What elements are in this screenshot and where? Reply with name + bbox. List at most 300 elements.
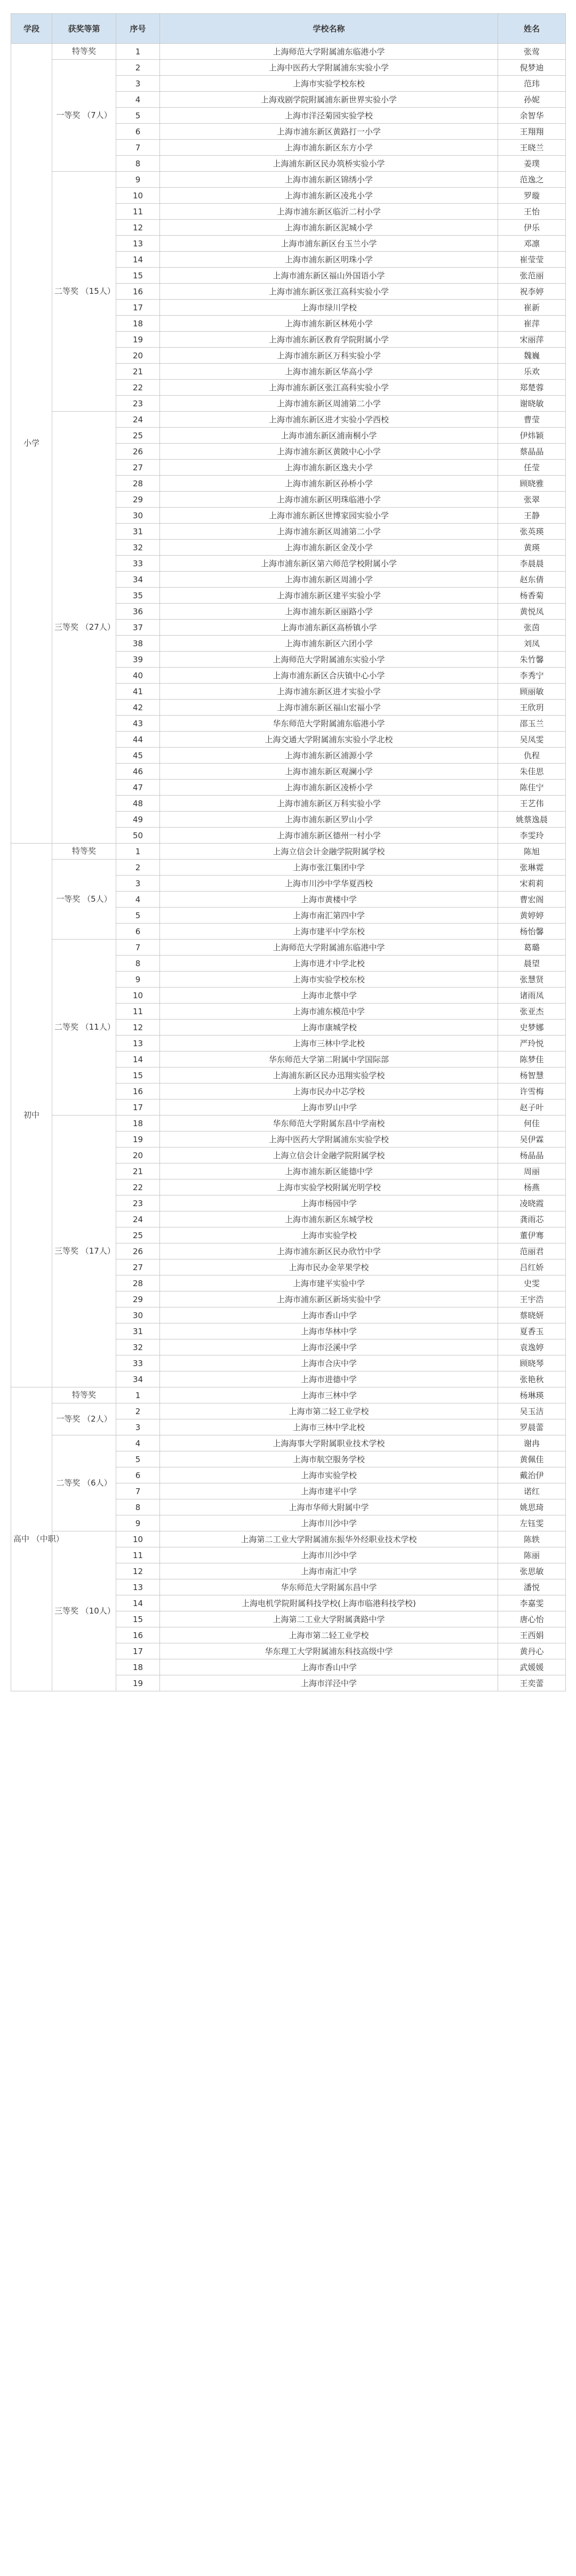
table-row	[11, 940, 566, 956]
seq-cell: 35	[116, 588, 160, 604]
school-name-cell: 华东师范大学第二附属中学国际部	[160, 1052, 498, 1068]
person-name-cell: 蔡晶晶	[498, 444, 566, 460]
seq-cell: 13	[116, 1036, 160, 1052]
person-name-cell: 任莹	[498, 460, 566, 476]
school-name-cell: 上海市浦东新区福山外国语小学	[160, 268, 498, 284]
school-name-cell: 上海市南汇中学	[160, 1563, 498, 1579]
school-name-cell: 上海立信会计金融学院附属学校	[160, 1147, 498, 1163]
person-name-cell: 谢冉	[498, 1435, 566, 1451]
seq-cell: 2	[116, 860, 160, 876]
school-name-cell: 上海市浦东新区合庆镇中心小学	[160, 668, 498, 684]
school-name-cell: 上海交通大学附属浦东实验小学北校	[160, 732, 498, 748]
person-name-cell: 祝李婷	[498, 284, 566, 300]
person-name-cell: 吴玉洁	[498, 1403, 566, 1419]
seq-cell: 15	[116, 1068, 160, 1084]
seq-cell: 45	[116, 748, 160, 764]
seq-cell: 50	[116, 828, 160, 844]
person-name-cell: 王晓兰	[498, 140, 566, 156]
school-name-cell: 上海市实验学校附属光明学校	[160, 1179, 498, 1195]
person-name-cell: 黄婷婷	[498, 908, 566, 924]
school-name-cell: 上海市浦东新区六团小学	[160, 636, 498, 652]
seq-cell: 20	[116, 1147, 160, 1163]
seq-cell: 14	[116, 1052, 160, 1068]
school-name-cell: 上海市民办金苹果学校	[160, 1259, 498, 1275]
seq-cell: 20	[116, 348, 160, 364]
school-name-cell: 上海市进德中学	[160, 1371, 498, 1387]
person-name-cell: 许雪梅	[498, 1084, 566, 1100]
seq-cell: 16	[116, 284, 160, 300]
seq-cell: 33	[116, 1355, 160, 1371]
school-name-cell: 上海市合庆中学	[160, 1355, 498, 1371]
person-name-cell: 王静	[498, 508, 566, 524]
person-name-cell: 刘凤	[498, 636, 566, 652]
school-name-cell: 上海市洋泾中学	[160, 1675, 498, 1691]
seq-cell: 42	[116, 700, 160, 716]
person-name-cell: 陈梦佳	[498, 1052, 566, 1068]
award-level-cell: 特等奖	[52, 1387, 116, 1403]
school-name-cell: 上海市浦东新区世博家园实验小学	[160, 508, 498, 524]
school-name-cell: 上海电机学院附属科技学校(上海市临港科技学校)	[160, 1595, 498, 1611]
person-name-cell: 崔莹莹	[498, 252, 566, 268]
seq-cell: 13	[116, 1579, 160, 1595]
person-name-cell: 黄佩佳	[498, 1451, 566, 1467]
school-name-cell: 上海戏剧学院附属浦东新世界实验小学	[160, 92, 498, 108]
person-name-cell: 张英瑛	[498, 524, 566, 540]
person-name-cell: 陈轶	[498, 1531, 566, 1547]
person-name-cell: 陈丽	[498, 1547, 566, 1563]
school-name-cell: 上海市浦东新区华高小学	[160, 364, 498, 380]
table-row	[11, 844, 566, 860]
school-name-cell: 华东师范大学附属东昌中学南校	[160, 1116, 498, 1131]
header-school: 学校名称	[160, 14, 498, 44]
person-name-cell: 史雯	[498, 1275, 566, 1291]
table-header-row	[11, 14, 566, 44]
person-name-cell: 杨琳瑛	[498, 1387, 566, 1403]
seq-cell: 7	[116, 1483, 160, 1499]
person-name-cell: 张翠	[498, 492, 566, 508]
seq-cell: 4	[116, 892, 160, 908]
school-name-cell: 上海市浦东新区周浦第二小学	[160, 524, 498, 540]
school-name-cell: 上海市建平实验中学	[160, 1275, 498, 1291]
school-name-cell: 上海市浦东新区高桥镇小学	[160, 620, 498, 636]
person-name-cell: 倪梦迪	[498, 60, 566, 76]
person-name-cell: 张范丽	[498, 268, 566, 284]
school-name-cell: 上海立信会计金融学院附属学校	[160, 844, 498, 860]
seq-cell: 11	[116, 1547, 160, 1563]
school-name-cell: 上海市浦东新区进才实验小学	[160, 684, 498, 700]
seq-cell: 39	[116, 652, 160, 668]
person-name-cell: 郑楚蓉	[498, 380, 566, 396]
header-level: 获奖等第	[52, 14, 116, 44]
seq-cell: 1	[116, 844, 160, 860]
person-name-cell: 杨燕	[498, 1179, 566, 1195]
school-name-cell: 上海师范大学附属浦东临港小学	[160, 44, 498, 60]
person-name-cell: 范玮	[498, 76, 566, 92]
table-row	[11, 1435, 566, 1451]
school-name-cell: 上海中医药大学附属浦东实验小学	[160, 60, 498, 76]
seq-cell: 32	[116, 540, 160, 556]
person-name-cell: 伊乐	[498, 220, 566, 236]
person-name-cell: 崔新	[498, 300, 566, 316]
person-name-cell: 诸雨凤	[498, 988, 566, 1004]
seq-cell: 44	[116, 732, 160, 748]
school-name-cell: 上海第二工业大学附属龚路中学	[160, 1611, 498, 1627]
school-name-cell: 上海市浦东新区黄陂中心小学	[160, 444, 498, 460]
person-name-cell: 李秀宁	[498, 668, 566, 684]
seq-cell: 29	[116, 492, 160, 508]
school-name-cell: 上海市浦东新区观澜小学	[160, 764, 498, 780]
person-name-cell: 周丽	[498, 1163, 566, 1179]
seq-cell: 31	[116, 524, 160, 540]
seq-cell: 19	[116, 1131, 160, 1147]
seq-cell: 13	[116, 236, 160, 252]
seq-cell: 12	[116, 1020, 160, 1036]
seq-cell: 18	[116, 1116, 160, 1131]
school-name-cell: 上海市浦东新区逸夫小学	[160, 460, 498, 476]
person-name-cell: 黄瑛	[498, 540, 566, 556]
school-name-cell: 上海市浦东新区锦绣小学	[160, 172, 498, 188]
table-row	[11, 412, 566, 428]
school-name-cell: 上海市浦东新区第六师范学校附属小学	[160, 556, 498, 572]
school-name-cell: 上海市浦东新区德州一村小学	[160, 828, 498, 844]
seq-cell: 27	[116, 1259, 160, 1275]
school-name-cell: 上海市浦东新区万科实验小学	[160, 348, 498, 364]
person-name-cell: 蔡晓妍	[498, 1307, 566, 1323]
stage-cell: 初中	[11, 844, 52, 1387]
table-row	[11, 860, 566, 876]
school-name-cell: 上海市实验学校	[160, 1227, 498, 1243]
header-seq: 序号	[116, 14, 160, 44]
table-row	[11, 44, 566, 60]
school-name-cell: 上海市浦东新区金茂小学	[160, 540, 498, 556]
person-name-cell: 吴凤雯	[498, 732, 566, 748]
person-name-cell: 李嘉雯	[498, 1595, 566, 1611]
seq-cell: 24	[116, 412, 160, 428]
seq-cell: 8	[116, 1499, 160, 1515]
person-name-cell: 诺红	[498, 1483, 566, 1499]
school-name-cell: 上海师范大学附属浦东实验小学	[160, 652, 498, 668]
person-name-cell: 葛璐	[498, 940, 566, 956]
school-name-cell: 华东师范大学附属浦东临港小学	[160, 716, 498, 732]
award-list	[11, 13, 565, 1691]
person-name-cell: 范逸之	[498, 172, 566, 188]
school-name-cell: 上海市浦东新区民办欣竹中学	[160, 1243, 498, 1259]
seq-cell: 23	[116, 396, 160, 412]
seq-cell: 17	[116, 1100, 160, 1116]
person-name-cell: 顾晓雅	[498, 476, 566, 492]
person-name-cell: 杨晶晶	[498, 1147, 566, 1163]
school-name-cell: 上海市绿川学校	[160, 300, 498, 316]
seq-cell: 1	[116, 44, 160, 60]
school-name-cell: 上海浦东新区民办迅翔实验学校	[160, 1068, 498, 1084]
person-name-cell: 邵玉兰	[498, 716, 566, 732]
school-name-cell: 上海市泾溪中学	[160, 1339, 498, 1355]
seq-cell: 34	[116, 1371, 160, 1387]
seq-cell: 1	[116, 1387, 160, 1403]
school-name-cell: 上海海事大学附属职业技术学校	[160, 1435, 498, 1451]
seq-cell: 3	[116, 76, 160, 92]
seq-cell: 17	[116, 1643, 160, 1659]
school-name-cell: 上海市第二轻工业学校	[160, 1627, 498, 1643]
seq-cell: 14	[116, 1595, 160, 1611]
person-name-cell: 宋莉莉	[498, 876, 566, 892]
school-name-cell: 上海市第二轻工业学校	[160, 1403, 498, 1419]
award-level-cell: 二等奖 （11人）	[52, 940, 116, 1116]
school-name-cell: 上海市浦东新区凌兆小学	[160, 188, 498, 204]
seq-cell: 11	[116, 1004, 160, 1020]
school-name-cell: 上海市张江集团中学	[160, 860, 498, 876]
seq-cell: 34	[116, 572, 160, 588]
table-row	[11, 1387, 566, 1403]
school-name-cell: 上海市康城学校	[160, 1020, 498, 1036]
seq-cell: 28	[116, 1275, 160, 1291]
person-name-cell: 张慧贤	[498, 972, 566, 988]
seq-cell: 49	[116, 812, 160, 828]
seq-cell: 5	[116, 908, 160, 924]
award-level-cell: 一等奖 （7人）	[52, 60, 116, 172]
seq-cell: 6	[116, 1467, 160, 1483]
seq-cell: 10	[116, 188, 160, 204]
seq-cell: 6	[116, 124, 160, 140]
person-name-cell: 夏香玉	[498, 1323, 566, 1339]
person-name-cell: 王宇浩	[498, 1291, 566, 1307]
school-name-cell: 上海市浦东新区新场实验中学	[160, 1291, 498, 1307]
person-name-cell: 戴治伊	[498, 1467, 566, 1483]
person-name-cell: 王欣玥	[498, 700, 566, 716]
school-name-cell: 上海市建平中学	[160, 1483, 498, 1499]
seq-cell: 26	[116, 444, 160, 460]
school-name-cell: 上海市浦东新区万科实验小学	[160, 796, 498, 812]
school-name-cell: 上海市川沙中学华夏西校	[160, 876, 498, 892]
seq-cell: 27	[116, 460, 160, 476]
seq-cell: 15	[116, 1611, 160, 1627]
person-name-cell: 乐欢	[498, 364, 566, 380]
person-name-cell: 张艳秋	[498, 1371, 566, 1387]
school-name-cell: 上海市浦东新区张江高科实验小学	[160, 380, 498, 396]
person-name-cell: 张茵	[498, 620, 566, 636]
school-name-cell: 上海市实验学校东校	[160, 76, 498, 92]
school-name-cell: 上海浦东新区民办筑桥实验小学	[160, 156, 498, 172]
school-name-cell: 上海中医药大学附属浦东实验学校	[160, 1131, 498, 1147]
school-name-cell: 上海市浦东新区明珠临港小学	[160, 492, 498, 508]
person-name-cell: 李晨晨	[498, 556, 566, 572]
person-name-cell: 罗璇	[498, 188, 566, 204]
seq-cell: 16	[116, 1627, 160, 1643]
seq-cell: 15	[116, 268, 160, 284]
seq-cell: 47	[116, 780, 160, 796]
school-name-cell: 上海市浦东新区建平实验小学	[160, 588, 498, 604]
school-name-cell: 上海市浦东新区张江高科实验小学	[160, 284, 498, 300]
person-name-cell: 曹宏阁	[498, 892, 566, 908]
person-name-cell: 朱竹馨	[498, 652, 566, 668]
school-name-cell: 上海市浦东新区泥城小学	[160, 220, 498, 236]
seq-cell: 40	[116, 668, 160, 684]
person-name-cell: 凌晓霞	[498, 1195, 566, 1211]
school-name-cell: 上海市航空服务学校	[160, 1451, 498, 1467]
award-level-cell: 一等奖 （2人）	[52, 1403, 116, 1435]
seq-cell: 32	[116, 1339, 160, 1355]
person-name-cell: 罗晨蕾	[498, 1419, 566, 1435]
school-name-cell: 上海市进才中学北校	[160, 956, 498, 972]
person-name-cell: 王西娟	[498, 1627, 566, 1643]
seq-cell: 48	[116, 796, 160, 812]
person-name-cell: 张亚杰	[498, 1004, 566, 1020]
school-name-cell: 上海市浦东新区能德中学	[160, 1163, 498, 1179]
person-name-cell: 王艺伟	[498, 796, 566, 812]
school-name-cell: 上海市浦东新区浦源小学	[160, 748, 498, 764]
person-name-cell: 龚雨芯	[498, 1211, 566, 1227]
seq-cell: 41	[116, 684, 160, 700]
seq-cell: 6	[116, 924, 160, 940]
person-name-cell: 唐心怡	[498, 1611, 566, 1627]
school-name-cell: 上海市川沙中学	[160, 1547, 498, 1563]
school-name-cell: 上海市香山中学	[160, 1659, 498, 1675]
person-name-cell: 曹莹	[498, 412, 566, 428]
seq-cell: 12	[116, 220, 160, 236]
person-name-cell: 顾晓琴	[498, 1355, 566, 1371]
school-name-cell: 上海市民办中芯学校	[160, 1084, 498, 1100]
seq-cell: 31	[116, 1323, 160, 1339]
seq-cell: 7	[116, 940, 160, 956]
award-level-cell: 二等奖 （15人）	[52, 172, 116, 412]
person-name-cell: 吴伊霖	[498, 1131, 566, 1147]
school-name-cell: 上海市三林中学北校	[160, 1036, 498, 1052]
seq-cell: 14	[116, 252, 160, 268]
header-stage: 学段	[11, 14, 52, 44]
school-name-cell: 上海市实验学校东校	[160, 972, 498, 988]
seq-cell: 4	[116, 1435, 160, 1451]
seq-cell: 19	[116, 332, 160, 348]
school-name-cell: 上海市华师大附属中学	[160, 1499, 498, 1515]
person-name-cell: 伊炜颖	[498, 428, 566, 444]
seq-cell: 21	[116, 1163, 160, 1179]
seq-cell: 16	[116, 1084, 160, 1100]
person-name-cell: 赵东倩	[498, 572, 566, 588]
table-row	[11, 1116, 566, 1131]
school-name-cell: 上海市三林中学	[160, 1387, 498, 1403]
seq-cell: 21	[116, 364, 160, 380]
person-name-cell: 武媛媛	[498, 1659, 566, 1675]
seq-cell: 19	[116, 1675, 160, 1691]
seq-cell: 29	[116, 1291, 160, 1307]
award-level-cell: 二等奖 （6人）	[52, 1435, 116, 1531]
person-name-cell: 谢晓敏	[498, 396, 566, 412]
person-name-cell: 张莺	[498, 44, 566, 60]
school-name-cell: 上海市浦东新区教育学院附属小学	[160, 332, 498, 348]
person-name-cell: 史梦娜	[498, 1020, 566, 1036]
person-name-cell: 姚思琦	[498, 1499, 566, 1515]
seq-cell: 3	[116, 876, 160, 892]
seq-cell: 26	[116, 1243, 160, 1259]
person-name-cell: 宋丽萍	[498, 332, 566, 348]
school-name-cell: 上海市华林中学	[160, 1323, 498, 1339]
seq-cell: 10	[116, 1531, 160, 1547]
seq-cell: 18	[116, 316, 160, 332]
seq-cell: 23	[116, 1195, 160, 1211]
person-name-cell: 李雯玲	[498, 828, 566, 844]
seq-cell: 2	[116, 1403, 160, 1419]
award-level-cell: 一等奖 （5人）	[52, 860, 116, 940]
person-name-cell: 左钰雯	[498, 1515, 566, 1531]
school-name-cell: 华东理工大学附属浦东科技高级中学	[160, 1643, 498, 1659]
seq-cell: 25	[116, 428, 160, 444]
person-name-cell: 崔萍	[498, 316, 566, 332]
seq-cell: 9	[116, 172, 160, 188]
seq-cell: 9	[116, 1515, 160, 1531]
table-row	[11, 60, 566, 76]
seq-cell: 30	[116, 508, 160, 524]
school-name-cell: 上海市浦东新区浦南桐小学	[160, 428, 498, 444]
seq-cell: 18	[116, 1659, 160, 1675]
school-name-cell: 上海市川沙中学	[160, 1515, 498, 1531]
school-name-cell: 上海师范大学附属浦东临港中学	[160, 940, 498, 956]
school-name-cell: 上海市三林中学北校	[160, 1419, 498, 1435]
seq-cell: 12	[116, 1563, 160, 1579]
seq-cell: 30	[116, 1307, 160, 1323]
school-name-cell: 上海市浦东新区福山宏福小学	[160, 700, 498, 716]
school-name-cell: 上海市浦东新区明珠小学	[160, 252, 498, 268]
person-name-cell: 王翔翔	[498, 124, 566, 140]
school-name-cell: 上海市浦东新区东城学校	[160, 1211, 498, 1227]
school-name-cell: 上海市浦东新区周浦小学	[160, 572, 498, 588]
stage-cell: 小学	[11, 44, 52, 844]
person-name-cell: 邓凛	[498, 236, 566, 252]
seq-cell: 22	[116, 1179, 160, 1195]
award-level-cell: 三等奖 （27人）	[52, 412, 116, 844]
award-level-cell: 三等奖 （10人）	[52, 1531, 116, 1691]
person-name-cell: 黄丹心	[498, 1643, 566, 1659]
seq-cell: 46	[116, 764, 160, 780]
person-name-cell: 姜璞	[498, 156, 566, 172]
person-name-cell: 吕红娇	[498, 1259, 566, 1275]
person-name-cell: 孙妮	[498, 92, 566, 108]
seq-cell: 11	[116, 204, 160, 220]
school-name-cell: 华东师范大学附属东昌中学	[160, 1579, 498, 1595]
seq-cell: 5	[116, 1451, 160, 1467]
seq-cell: 36	[116, 604, 160, 620]
school-name-cell: 上海市浦东新区进才实验小学西校	[160, 412, 498, 428]
table-row	[11, 172, 566, 188]
seq-cell: 8	[116, 956, 160, 972]
school-name-cell: 上海市黄楼中学	[160, 892, 498, 908]
school-name-cell: 上海市北蔡中学	[160, 988, 498, 1004]
person-name-cell: 陈旭	[498, 844, 566, 860]
seq-cell: 33	[116, 556, 160, 572]
person-name-cell: 余智华	[498, 108, 566, 124]
person-name-cell: 魏巍	[498, 348, 566, 364]
person-name-cell: 潘悦	[498, 1579, 566, 1595]
person-name-cell: 王奕蕾	[498, 1675, 566, 1691]
school-name-cell: 上海市浦东模范中学	[160, 1004, 498, 1020]
seq-cell: 24	[116, 1211, 160, 1227]
person-name-cell: 杨香菊	[498, 588, 566, 604]
seq-cell: 4	[116, 92, 160, 108]
seq-cell: 10	[116, 988, 160, 1004]
seq-cell: 9	[116, 972, 160, 988]
person-name-cell: 何佳	[498, 1116, 566, 1131]
school-name-cell: 上海市浦东新区东方小学	[160, 140, 498, 156]
school-name-cell: 上海市香山中学	[160, 1307, 498, 1323]
person-name-cell: 范丽君	[498, 1243, 566, 1259]
person-name-cell: 张思敏	[498, 1563, 566, 1579]
school-name-cell: 上海市浦东新区凌桥小学	[160, 780, 498, 796]
person-name-cell: 朱佳思	[498, 764, 566, 780]
school-name-cell: 上海市浦东新区临沂二村小学	[160, 204, 498, 220]
award-level-cell: 特等奖	[52, 44, 116, 60]
person-name-cell: 董伊骞	[498, 1227, 566, 1243]
seq-cell: 43	[116, 716, 160, 732]
person-name-cell: 陈佳宁	[498, 780, 566, 796]
